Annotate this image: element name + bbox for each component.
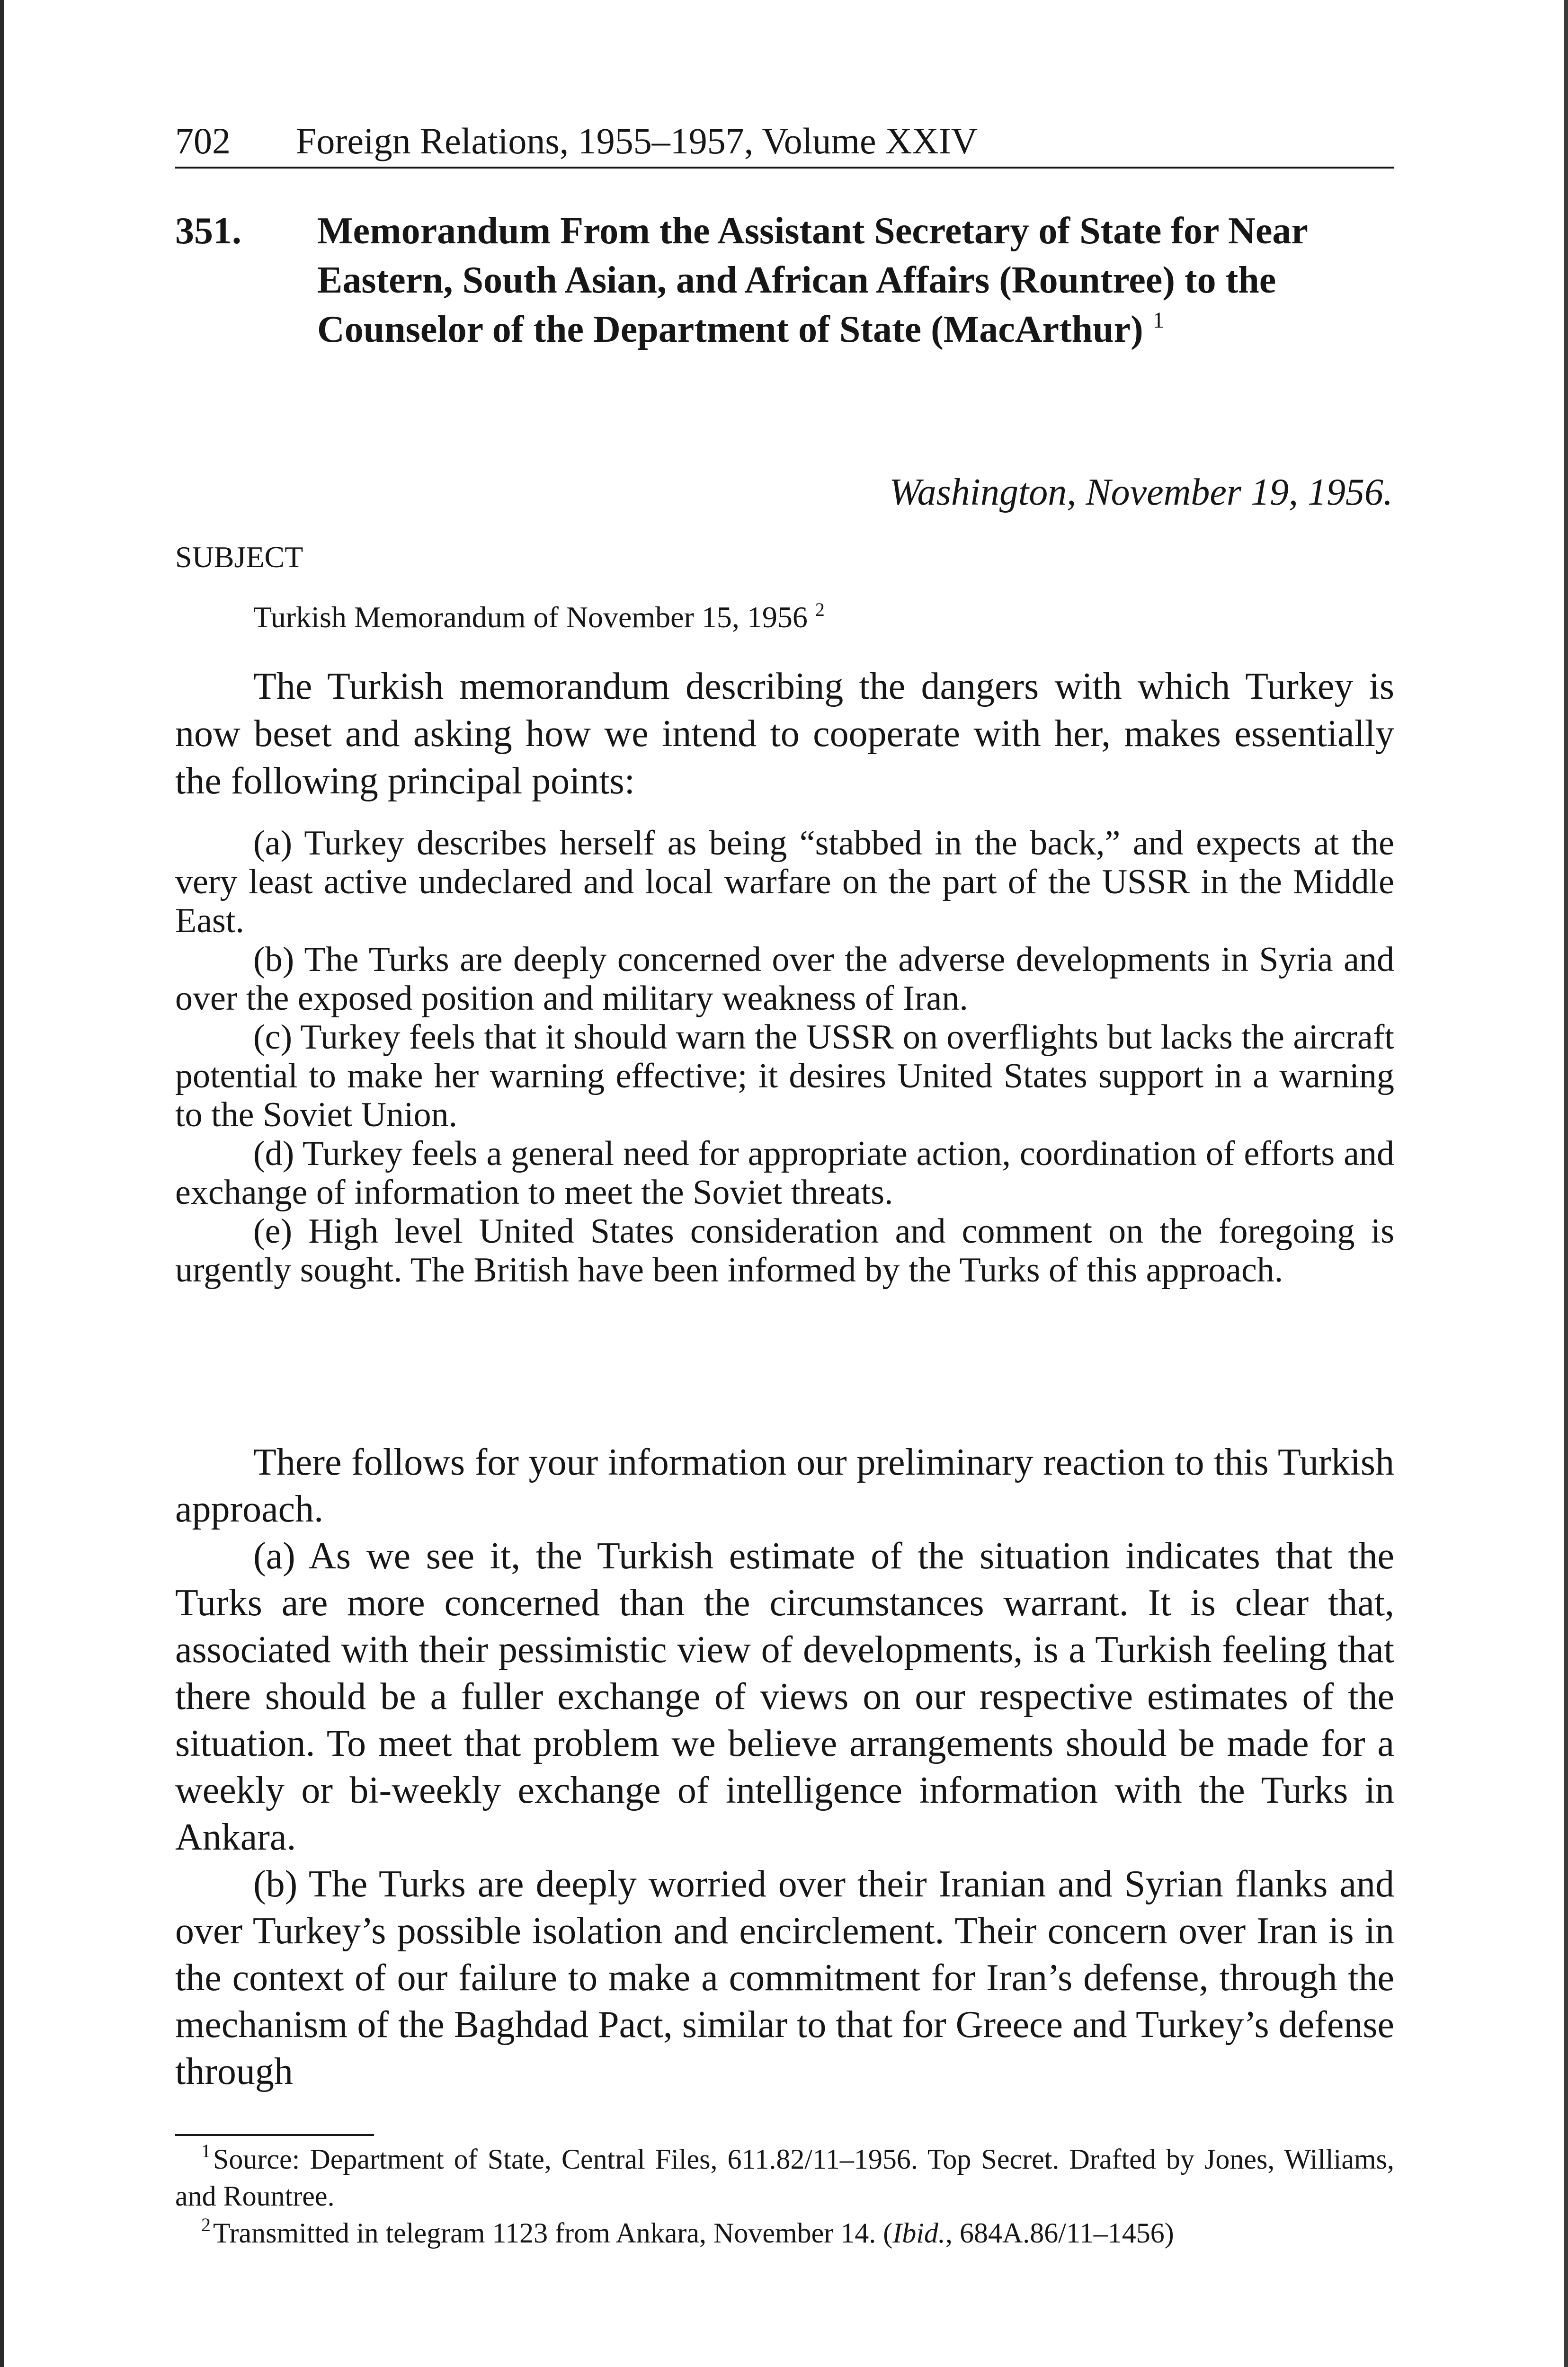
footnote-2-text-a: Transmitted in telegram 1123 from Ankara, November 14. ( — [213, 2217, 893, 2249]
reaction-a: (a) As we see it, the Turkish estimate of the situation indicates that the Turks are more concerned than the circumstances warrant. It is clear that, associated with their pessimistic view of developments, is a Turkish feeling that there should be a fuller exchange of views on our respective estimates of the situation. To meet that problem we believe arrangements should be made for a weekly or bi-weekly exchange of intelligence information with the Turks in Ankara. — [175, 1535, 1394, 1858]
dateline: Washington, November 19, 1956. — [889, 472, 1393, 513]
reaction-b: (b) The Turks are deeply worried over their Iranian and Syrian flanks and over Turkey’s possible isolation and encirclement. Their concern over Iran is in the context of our failure to make a commitment for Iran’s defense, through the mechanism of the Baghdad Pact, similar to that for Greece and Turkey’s defense through — [175, 1863, 1394, 2092]
footnote-2-ibid: Ibid. — [892, 2217, 945, 2249]
footnote-marker-1: 1 — [201, 2140, 211, 2162]
series-title: Foreign Relations, 1955–1957, Volume XXIV — [296, 120, 978, 161]
point-d: (d) Turkey feels a general need for appropriate action, coordination of efforts and exchange of information to meet the Soviet threats. — [175, 1134, 1394, 1212]
page-edge-shadow-left — [0, 0, 4, 2367]
document-number: 351. — [175, 210, 241, 252]
point-b: (b) The Turks are deeply concerned over the adverse developments in Syria and over the exposed position and military weakness of Iran. — [175, 940, 1394, 1018]
footnote-ref-1[interactable]: 1 — [1152, 308, 1164, 333]
footnote-2 — [175, 2215, 1394, 2251]
point-a: (a) Turkey describes herself as being “stabbed in the back,” and expects at the very least active undeclared and local warfare on the part of the USSR in the Middle East. — [175, 824, 1394, 940]
footnote-ref-2[interactable]: 2 — [815, 599, 825, 620]
document-title-text: Memorandum From the Assistant Secretary of State for Near Eastern, South Asian, and African Affairs (Rountree) to the Counselor of the Department of State (MacArthur) — [317, 210, 1308, 350]
document-title — [317, 206, 1406, 354]
footnote-1-text: Source: Department of State, Central Files, 611.82/11–1956. Top Secret. Drafted by Jones, Williams, and Rountree. — [175, 2144, 1394, 2212]
footnotes — [175, 2141, 1394, 2251]
page-number: 702 — [175, 120, 231, 161]
page-edge-shadow-right — [1564, 0, 1568, 2367]
intro-text: The Turkish memorandum describing the dangers with which Turkey is now beset and asking how we intend to cooperate with her, makes essentially the following principal points: — [175, 666, 1394, 802]
footnote-2-text-b: , 684A.86/11–1456) — [945, 2217, 1174, 2249]
subject-line — [253, 597, 825, 637]
reaction-intro: There follows for your information our preliminary reaction to this Turkish approach. — [175, 1442, 1394, 1530]
subject-label: SUBJECT — [175, 540, 303, 574]
point-e: (e) High level United States consideration and comment on the foregoing is urgently sought. The British have been informed by the Turks of this approach. — [175, 1212, 1394, 1290]
footnote-1 — [175, 2141, 1394, 2215]
footnote-divider — [175, 2134, 374, 2136]
running-head — [175, 118, 1394, 169]
point-c: (c) Turkey feels that it should warn the USSR on overflights but lacks the aircraft potential to make her warning effective; it desires United States support in a warning to the Soviet Union. — [175, 1018, 1394, 1134]
footnote-marker-2: 2 — [201, 2214, 211, 2235]
turkish-points-list — [175, 824, 1394, 1290]
subject-text: Turkish Memorandum of November 15, 1956 — [253, 600, 808, 634]
intro-paragraph — [175, 663, 1394, 805]
reaction-section — [175, 1439, 1394, 2095]
